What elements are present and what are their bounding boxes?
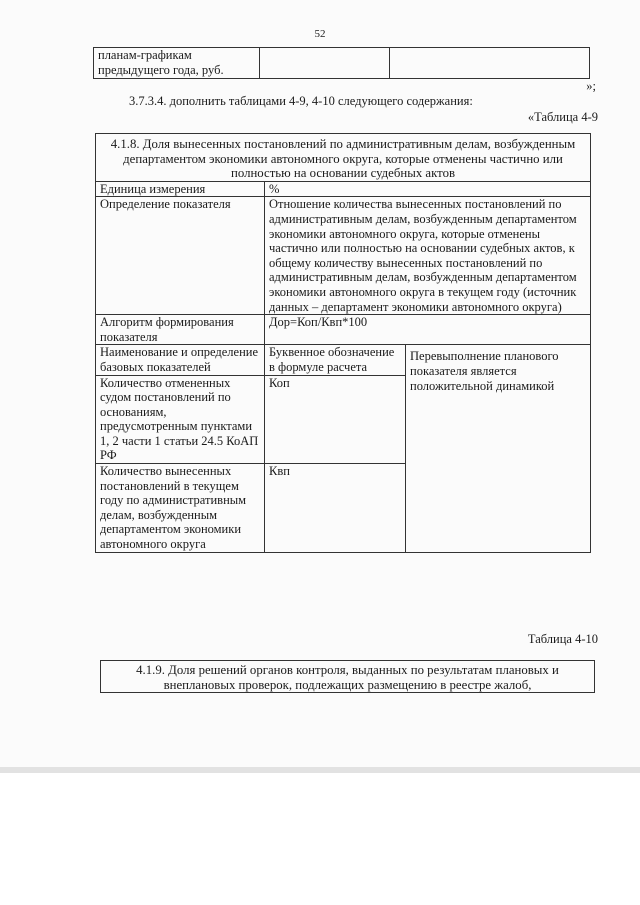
unit-label: Единица измерения	[96, 181, 265, 197]
amendment-text: 3.7.3.4. дополнить таблицами 4-9, 4-10 следующего содержания:	[129, 94, 473, 108]
definition-label: Определение показателя	[96, 197, 265, 315]
algorithm-value: Дор=Коп/Квп*100	[265, 315, 591, 345]
continued-table-empty-cell	[260, 48, 390, 79]
definition-value: Отношение количества вынесенных постановлений по административным делам, возбужденным департаментом экономики автономного округа, которые отменены частично или полностью на основании судебных актов, к общему количеству вынесенных постановлений по административным делам, возбужденным департаментом экономики автономного округа в текущем году (источник данных – департамент экономики автономного округа)	[265, 197, 591, 315]
table-4-10-title: 4.1.9. Доля решений органов контроля, выданных по результатам плановых и внеплановых проверок, подлежащих размещению в реестре жалоб,	[101, 661, 595, 693]
continued-table-empty-cell	[390, 48, 590, 79]
base-header-name: Наименование и определение базовых показателей	[96, 345, 265, 375]
base-header-symbol: Буквенное обозначение в формуле расчета	[265, 345, 406, 375]
table-4-10-caption: Таблица 4-10	[527, 632, 598, 646]
scan-edge	[0, 767, 640, 773]
closing-quote: »;	[586, 79, 596, 93]
table-4-9-title: 4.1.8. Доля вынесенных постановлений по административным делам, возбужденным департаментом экономики автономного округа, которые отменены частично или полностью на основании судебных актов	[96, 134, 591, 182]
table-4-10	[100, 660, 595, 693]
base-indicator-name: Количество отмененных судом постановлений по основаниям, предусмотренным пунктами 1, 2 части 1 статьи 24.5 КоАП РФ	[96, 375, 265, 464]
page-number: 52	[314, 28, 326, 40]
unit-value: %	[265, 181, 591, 197]
base-indicator-name: Количество вынесенных постановлений в текущем году по административным делам, возбужденным департаментом экономики автономного округа	[96, 464, 265, 553]
base-indicator-symbol: Коп	[265, 375, 406, 464]
table-4-9	[95, 133, 591, 553]
algorithm-label: Алгоритм формирования показателя	[96, 315, 265, 345]
continued-table	[93, 47, 590, 79]
base-note: Перевыполнение планового показателя является положительной динамикой	[406, 345, 591, 552]
base-indicator-symbol: Квп	[265, 464, 406, 553]
table-4-9-caption: «Таблица 4-9	[527, 110, 598, 124]
continued-table-cell: планам-графикам предыдущего года, руб.	[94, 48, 260, 79]
